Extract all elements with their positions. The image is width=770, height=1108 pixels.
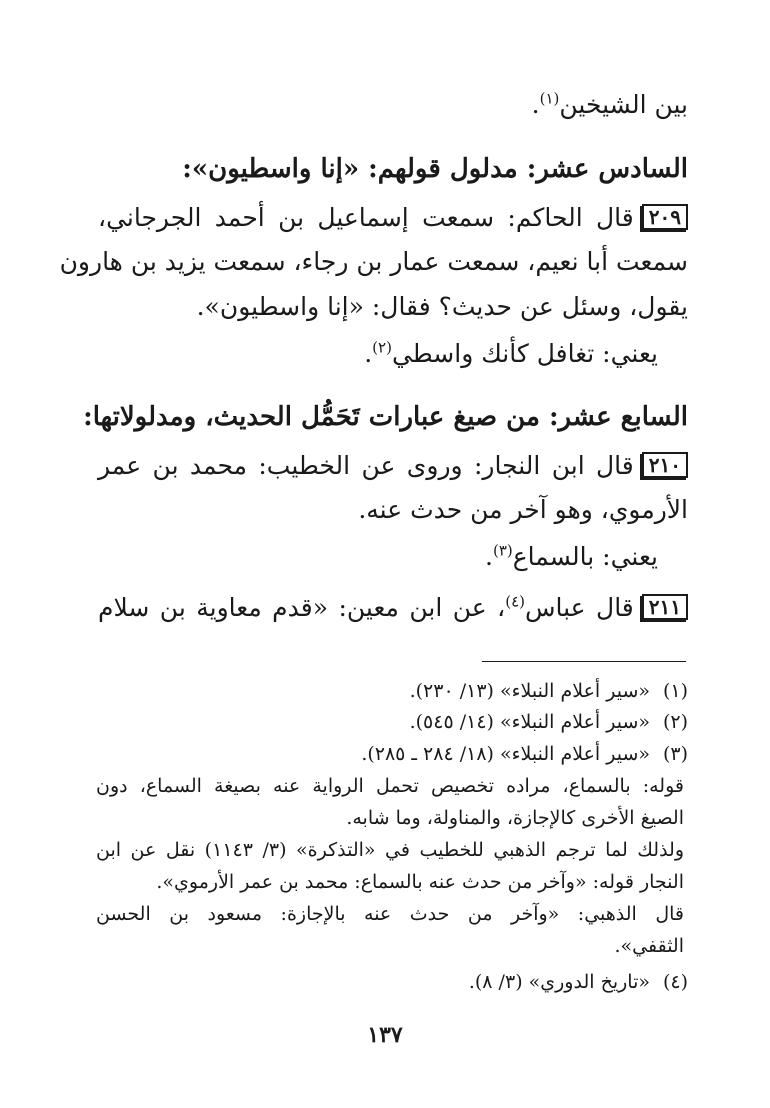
- entry-209-line-2: سمعت أبا نعيم، سمعت عمار بن رجاء، سمعت يزيد بن هارون: [59, 247, 688, 276]
- footnote-separator: [482, 661, 686, 662]
- footnote-3: [361, 740, 688, 768]
- body-text: ، عن ابن معين: «قدم معاوية بن سلام: [98, 593, 506, 622]
- body-line-1: [532, 88, 688, 122]
- body-text: قال ابن النجار: وروى عن الخطيب: محمد بن عمر: [98, 451, 634, 480]
- footnote-3-line-2: قوله: بالسماع، مراده تخصيص تحمل الرواية عنه بصيغة السماع، دون: [96, 775, 684, 797]
- body-text: يعني: بالسماع: [512, 542, 658, 571]
- footnote-3-line-5: النجار قوله: «وآخر من حدث عنه بالسماع: محمد بن عمر الأرموي».: [156, 871, 684, 893]
- footnote-3-line-7: الثقفي».: [614, 935, 684, 957]
- footnote-3-line-3: الصيغ الأخرى كالإجازة، والمناولة، وما شابه.: [346, 807, 684, 829]
- body-text: قال عباس: [524, 593, 634, 622]
- footnote-text: «تاريخ الدوري» (٣/ ٨).: [468, 971, 650, 993]
- footnote-ref-1: (١): [539, 89, 560, 108]
- body-text: قال الحاكم: سمعت إسماعيل بن أحمد الجرجاني،: [98, 203, 634, 232]
- footnote-text: «سير أعلام النبلاء» (١٤/ ٥٤٥).: [409, 711, 650, 733]
- footnote-1: [410, 677, 688, 705]
- footnote-text: «سير أعلام النبلاء» (١٨/ ٢٨٤ ـ ٢٨٥).: [361, 743, 650, 765]
- body-text: بين الشيخين: [559, 90, 688, 119]
- footnote-4: [469, 968, 688, 996]
- body-text: .: [485, 542, 493, 571]
- entry-210-note: [485, 540, 658, 574]
- footnote-text: «سير أعلام النبلاء» (١٣/ ٢٣٠).: [409, 680, 650, 702]
- entry-211-line-1: [98, 591, 688, 625]
- section-heading-17: السابع عشر: من صيغ عبارات تَحَمُّل الحديث، ومدلولاتها:: [83, 402, 688, 432]
- entry-209-line-3: يقول، وسئل عن حديث؟ فقال: «إنا واسطيون».: [196, 292, 688, 321]
- entry-number-209: ٢٠٩: [642, 204, 688, 230]
- footnote-3-line-4: ولذلك لما ترجم الذهبي للخطيب في «التذكرة» (٣/ ١١٤٣) نقل عن ابن: [96, 839, 685, 861]
- footnote-number: (١): [662, 680, 688, 702]
- entry-210-line-1: [98, 449, 688, 483]
- entry-209-note: [364, 337, 658, 371]
- footnote-number: (٣): [662, 743, 688, 765]
- entry-number-211: ٢١١: [642, 594, 688, 620]
- footnote-ref-3: (٣): [492, 541, 513, 560]
- page-number: ١٣٧: [367, 1022, 403, 1048]
- body-text: .: [364, 339, 373, 368]
- footnote-2: [410, 708, 688, 736]
- body-text: يعني: تغافل كأنك واسطي: [391, 339, 658, 368]
- entry-209-line-1: [98, 201, 688, 235]
- footnote-number: (٤): [662, 971, 688, 993]
- entry-210-line-2: الأرموي، وهو آخر من حدث عنه.: [358, 495, 688, 524]
- section-heading-16: السادس عشر: مدلول قولهم: «إنا واسطيون»:: [182, 154, 688, 184]
- footnote-ref-4: (٤): [505, 592, 525, 611]
- footnote-3-line-6: قال الذهبي: «وآخر من حدث عنه بالإجازة: مسعود بن الحسن: [96, 903, 684, 925]
- footnote-number: (٢): [662, 711, 688, 733]
- entry-number-210: ٢١٠: [642, 452, 688, 478]
- body-text: .: [531, 90, 540, 119]
- footnote-ref-2: (٢): [372, 338, 392, 357]
